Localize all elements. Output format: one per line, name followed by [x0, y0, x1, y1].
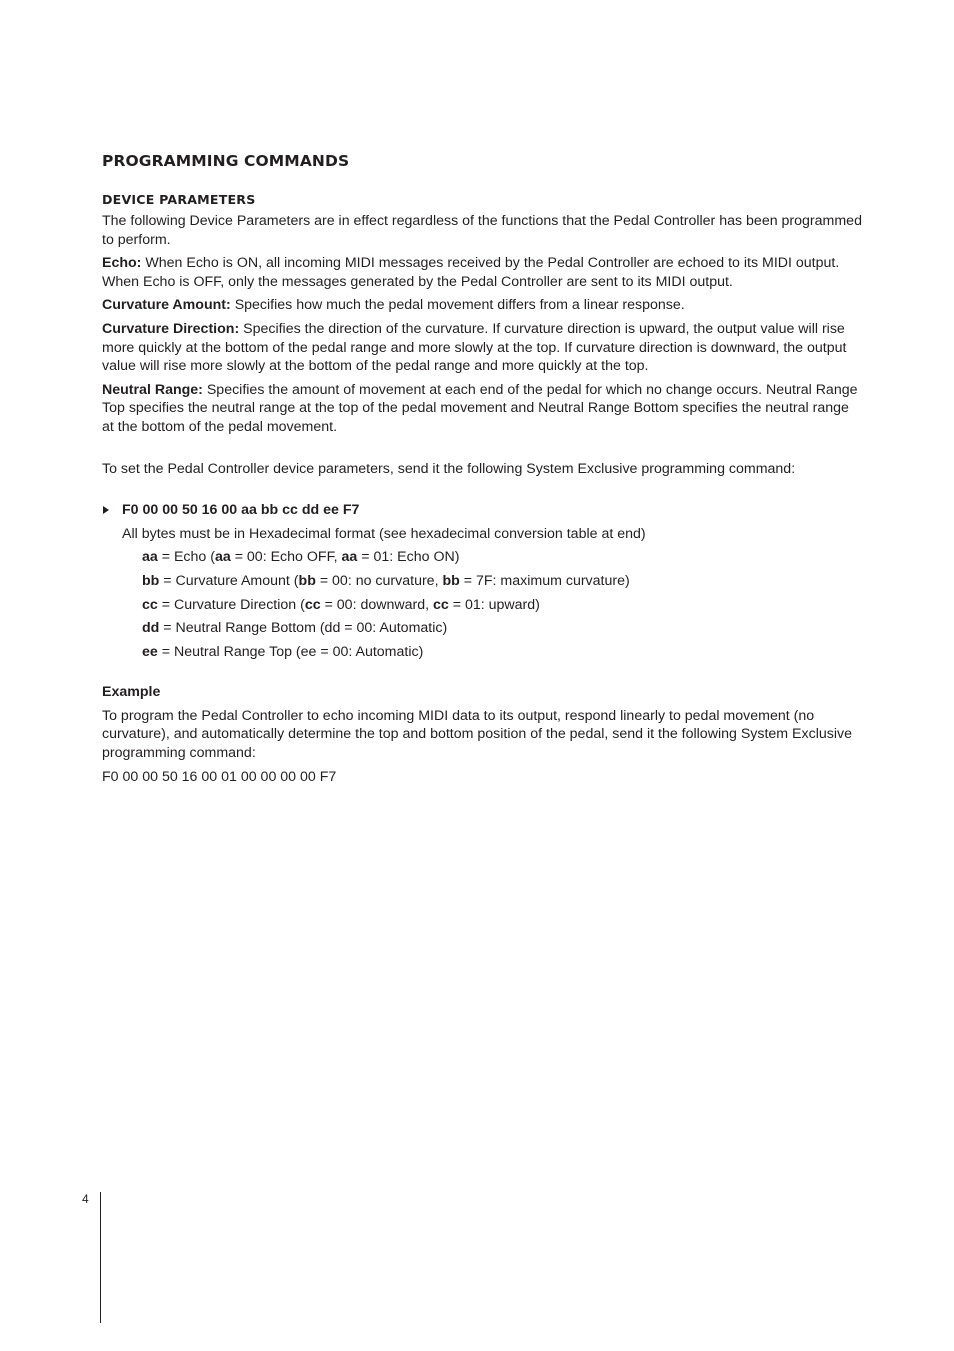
- byte-code: cc: [304, 596, 321, 613]
- byte-text: = Curvature Direction (: [157, 596, 305, 613]
- byte-text: = Curvature Amount (: [159, 572, 299, 589]
- byte-text: = Echo (: [157, 549, 215, 566]
- byte-text: = 00: downward,: [320, 596, 434, 613]
- byte-code: cc: [142, 596, 158, 613]
- byte-code: aa: [214, 549, 231, 566]
- param-echo: [102, 254, 862, 291]
- byte-ee: [102, 643, 862, 662]
- example-paragraph: To program the Pedal Controller to echo incoming MIDI data to its output, respond linearly to pedal movement (no curvature), and automatically determine the top and bottom position of the pedal, send it the following System Exclusive programming command:: [102, 707, 852, 762]
- byte-code: aa: [341, 549, 358, 566]
- byte-text: = Neutral Range Bottom (dd = 00: Automatic): [159, 620, 448, 637]
- param-term: Curvature Direction:: [102, 320, 240, 337]
- param-text: Specifies the direction of the curvature. If curvature direction is upward, the output value will rise more quickly at the bottom of the pedal range and more slowly at the top. If curvature direction is downward, the output value will rise more slowly at the bottom of the pedal range and more quickly at the top.: [102, 320, 847, 375]
- byte-code: aa: [142, 549, 158, 566]
- example-command: F0 00 00 50 16 00 01 00 00 00 00 F7: [102, 768, 337, 785]
- param-text: When Echo is ON, all incoming MIDI messages received by the Pedal Controller are echoed to its MIDI output. When Echo is OFF, only the messages generated by the Pedal Controller are sent to its MIDI output.: [102, 255, 840, 290]
- byte-code: dd: [142, 620, 160, 637]
- byte-code: bb: [442, 572, 460, 589]
- param-term: Curvature Amount:: [102, 297, 231, 314]
- param-term: Neutral Range:: [102, 381, 203, 398]
- byte-text: = 01: upward): [448, 596, 540, 613]
- command-text: F0 00 00 50 16 00 aa bb cc dd ee F7: [122, 502, 360, 519]
- margin-rule: [100, 1192, 101, 1323]
- byte-bb: [102, 572, 862, 591]
- intro-paragraph: The following Device Parameters are in effect regardless of the functions that the Pedal Controller has been programmed to perform.: [102, 213, 862, 248]
- page-heading: PROGRAMMING COMMANDS: [102, 152, 350, 170]
- page-number: 4: [82, 1192, 89, 1206]
- byte-text: = 7F: maximum curvature): [459, 572, 630, 589]
- param-curvature-direction: [102, 320, 862, 376]
- example-heading: Example: [102, 684, 161, 701]
- param-neutral-range: [102, 381, 862, 437]
- byte-text: = 00: Echo OFF,: [230, 549, 342, 566]
- param-curvature-amount: [102, 296, 862, 315]
- byte-dd: [102, 619, 862, 638]
- byte-code: bb: [298, 572, 316, 589]
- param-text: Specifies how much the pedal movement differs from a linear response.: [230, 297, 685, 314]
- byte-text: = 00: no curvature,: [315, 572, 443, 589]
- page-content: [102, 151, 862, 791]
- byte-code: ee: [142, 643, 158, 660]
- byte-text: = Neutral Range Top (ee = 00: Automatic): [157, 643, 424, 660]
- format-note: All bytes must be in Hexadecimal format (see hexadecimal conversion table at end): [122, 525, 646, 542]
- arrow-right-icon: [103, 506, 109, 514]
- byte-cc: [102, 596, 862, 615]
- section-heading: DEVICE PARAMETERS: [102, 192, 256, 207]
- command-line: [102, 501, 862, 520]
- byte-text: = 01: Echo ON): [357, 549, 460, 566]
- instruction-paragraph: To set the Pedal Controller device parameters, send it the following System Exclusive programming command:: [102, 460, 796, 477]
- param-text: Specifies the amount of movement at each end of the pedal for which no change occurs. Neutral Range Top specifies the neutral range at the top of the pedal movement and Neutral Range Bottom specifies the neutral range at the bottom of the pedal movement.: [102, 381, 858, 435]
- byte-aa: [102, 548, 862, 567]
- byte-code: cc: [433, 596, 449, 613]
- param-term: Echo:: [102, 255, 142, 272]
- byte-code: bb: [142, 572, 160, 589]
